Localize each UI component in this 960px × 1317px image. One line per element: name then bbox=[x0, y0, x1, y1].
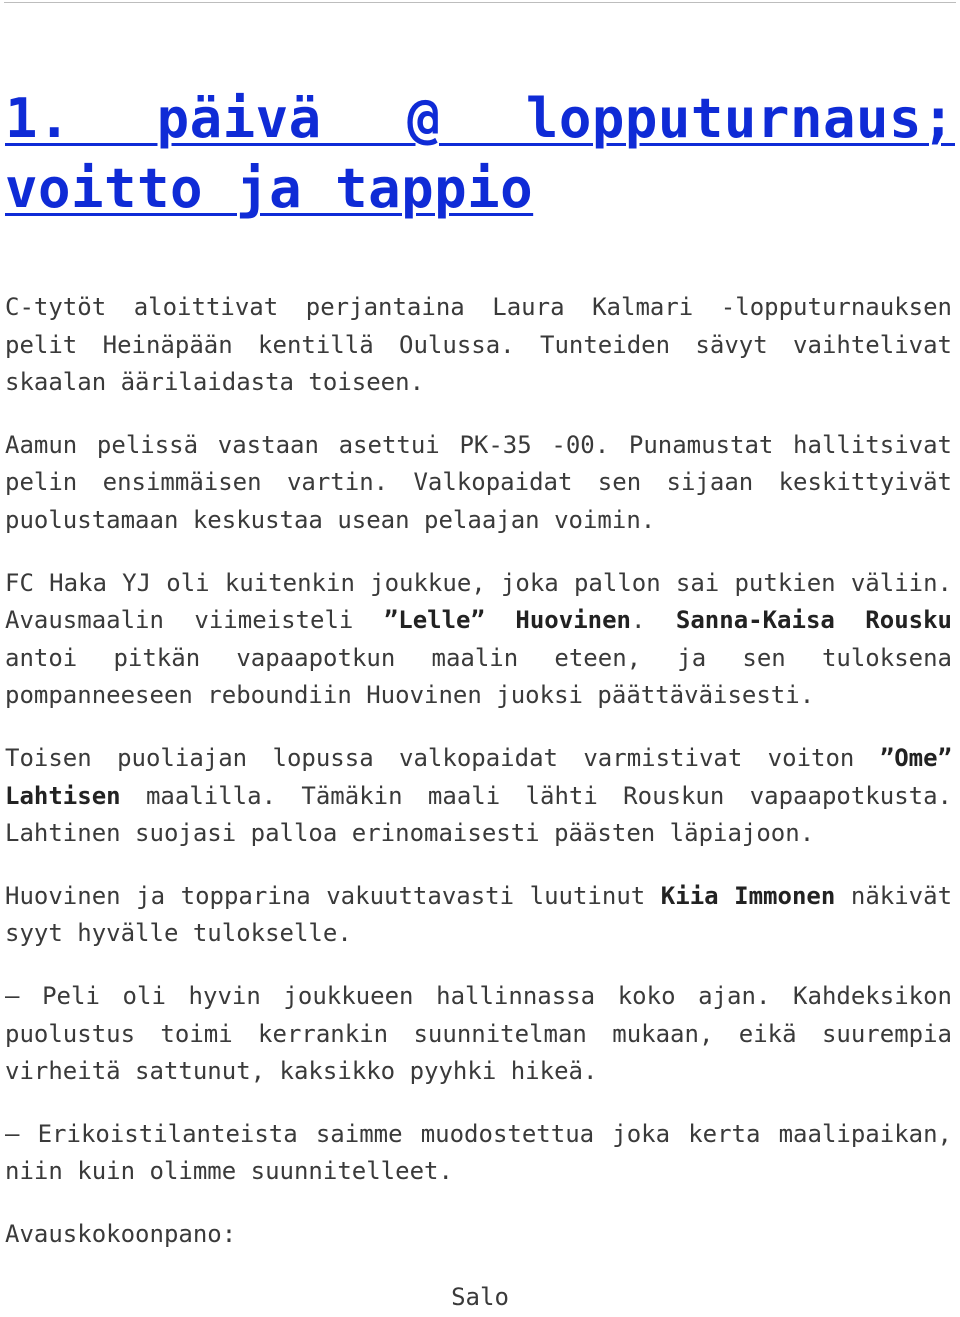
paragraph-opening-goal bbox=[5, 565, 952, 715]
text-segment: Huovinen ja topparina vakuuttavasti luutinut bbox=[5, 881, 661, 910]
player-name-huovinen: ”Lelle” Huovinen bbox=[383, 606, 631, 635]
paragraph-morning-game: Aamun pelissä vastaan asettui PK-35 -00. Punamustat hallitsivat pelin ensimmäisen vartin. Valkopaidat sen sijaan keskittyivät puolustamaan keskustaa usean pelaajan voimin. bbox=[5, 430, 952, 534]
player-name-immonen: Kiia Immonen bbox=[660, 881, 836, 910]
player-name-lahtinen: ”Ome” Lahtisen bbox=[5, 743, 952, 810]
player-name-rousku: Sanna-Kaisa Rousku bbox=[675, 606, 952, 635]
text-segment: näkivät syyt hyvälle tulokselle. bbox=[5, 881, 953, 948]
text-segment: maalilla. Tämäkin maali lähti Rouskun vapaapotkusta. Lahtinen suojasi palloa erinomaisesti päästen läpiajoon. bbox=[5, 781, 952, 848]
paragraph-intro: C-tytöt aloittivat perjantaina Laura Kalmari -lopputurnauksen pelit Heinäpään kentillä Oulussa. Tunteiden sävyt vaihtelivat skaalan äärilaidasta toiseen. bbox=[5, 293, 952, 397]
paragraph-second-half bbox=[5, 740, 952, 853]
paragraph-quote-defense: – Peli oli hyvin joukkueen hallinnassa koko ajan. Kahdeksikon puolustus toimi kerrankin suunnitelman mukaan, eikä suurempia virheitä sattunut, kaksikko pyyhki hikeä. bbox=[5, 981, 952, 1086]
lineup-goalkeeper: Salo bbox=[451, 1283, 509, 1311]
top-divider bbox=[4, 2, 956, 3]
article-title-link[interactable]: 1. päivä @ lopputurnaus; voitto ja tappio bbox=[5, 87, 955, 220]
lineup-label: Avauskokoonpano: bbox=[5, 1219, 237, 1248]
text-segment: . bbox=[631, 606, 676, 635]
text-segment: antoi pitkän vapaapotkun maalin eteen, ja sen tuloksena pompanneeseen reboundiin Huovinen juoksi päättäväisesti. bbox=[5, 643, 952, 710]
paragraph-reasons bbox=[5, 878, 952, 953]
text-segment: FC Haka YJ oli kuitenkin joukkue, joka pallon sai putkien väliin. Avausmaalin viimeisteli bbox=[5, 568, 952, 635]
article-body bbox=[5, 289, 952, 1253]
text-segment: Toisen puoliajan lopussa valkopaidat varmistivat voiton bbox=[5, 743, 880, 772]
paragraph-quote-set-pieces: – Erikoistilanteista saimme muodostettua joka kerta maalipaikan, niin kuin olimme suunnitelleet. bbox=[5, 1119, 952, 1186]
